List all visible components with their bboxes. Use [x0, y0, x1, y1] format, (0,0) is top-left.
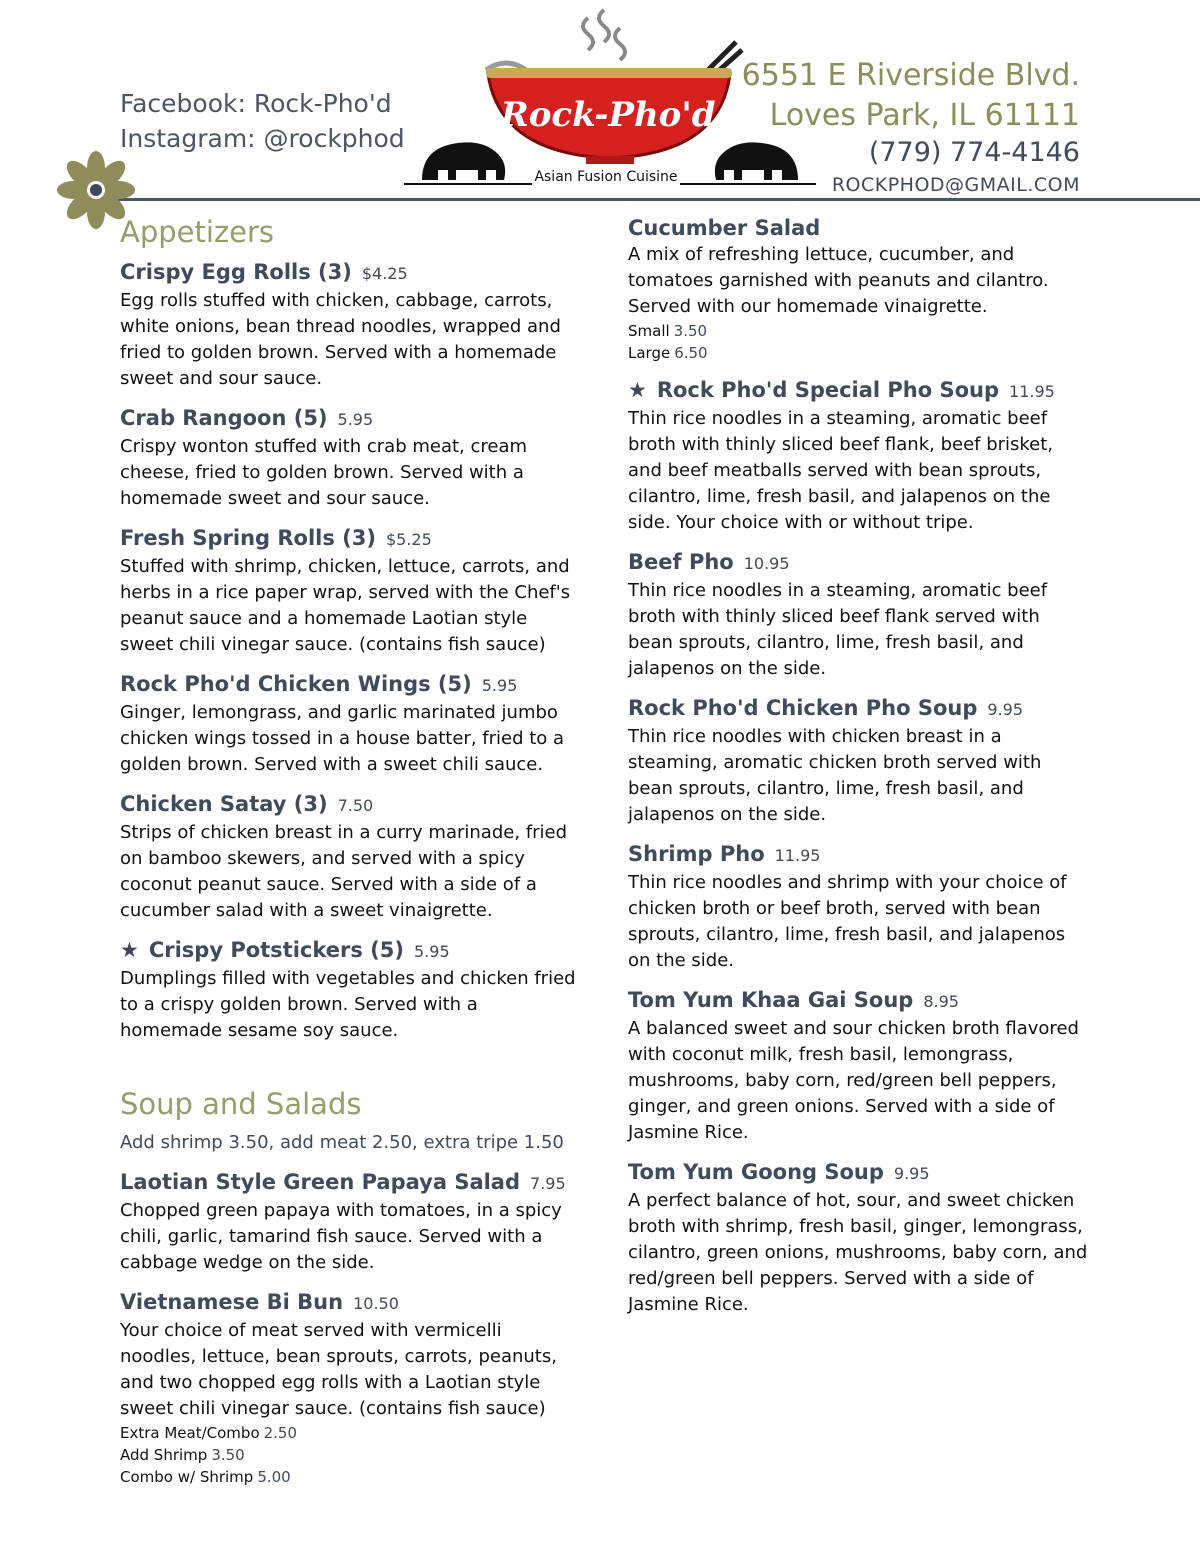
menu-item-description: A perfect balance of hot, sour, and sweet chicken broth with shrimp, fresh basil, ginger, lemongrass, cilantro, green onions, mushrooms, baby corn, and red/green bell peppers. Served with a side of Jasmine Rice.: [628, 1190, 1088, 1315]
menu-item-title: [120, 404, 580, 434]
salads-list: [120, 1168, 580, 1488]
section-title-appetizers: Appetizers: [120, 215, 275, 249]
menu-item-name: Vietnamese Bi Bun: [120, 1290, 344, 1314]
menu-item: [628, 840, 1088, 974]
menu-item-price: 5.95: [481, 676, 518, 695]
menu-item-title: [628, 214, 1088, 242]
menu-item-name: Beef Pho: [628, 550, 734, 574]
menu-item-price: 9.95: [893, 1164, 930, 1183]
menu-item-price: 10.95: [743, 554, 790, 573]
menu-item-description: Crispy wonton stuffed with crab meat, cream cheese, fried to golden brown. Served with a homemade sweet and sour sauce.: [120, 436, 528, 509]
menu-item-description: Your choice of meat served with vermicelli noodles, lettuce, bean sprouts, carrots, peanuts, and two chopped egg rolls with a Laotian style sweet chili vinegar sauce. (contains fish sauce): [120, 1320, 557, 1419]
menu-item-description: Thin rice noodles in a steaming, aromatic beef broth with thinly sliced beef flank, beef brisket, and beef meatballs served with bean sprouts, cilantro, lime, fresh basil, and jalapenos on the side. Your choice with or without tripe.: [628, 408, 1054, 533]
menu-item-price: 8.95: [923, 992, 959, 1011]
menu-item-description: Thin rice noodles with chicken breast in a steaming, aromatic chicken broth served with bean sprouts, cilantro, lime, fresh basil, and jalapenos on the side.: [628, 726, 1042, 825]
menu-item-price: 11.95: [774, 846, 821, 865]
menu-item-title: [120, 1168, 580, 1198]
right-column: [628, 214, 1088, 1330]
phone-number: (779) 774-4146: [868, 137, 1080, 168]
menu-item-name: Tom Yum Goong Soup: [628, 1160, 884, 1184]
menu-item: [120, 524, 580, 658]
menu-item: [120, 258, 580, 392]
menu-item-price: 5.95: [414, 942, 450, 961]
left-column: [120, 214, 580, 1500]
menu-item-title: [120, 670, 580, 700]
menu-item-title: [628, 376, 1088, 406]
menu-item: [628, 986, 1088, 1146]
menu-item-title: [120, 936, 580, 966]
soups-list: [628, 214, 1088, 1318]
menu-item-option: [120, 1444, 580, 1466]
menu-item-title: [628, 840, 1088, 870]
menu-item-price: $5.25: [385, 530, 432, 549]
menu-item-description: Dumplings filled with vegetables and chicken fried to a crispy golden brown. Served with a homemade sesame soy sauce.: [120, 968, 576, 1041]
menu-item: [120, 1288, 580, 1488]
menu-item-title: [120, 1288, 580, 1318]
menu-item-title: [628, 986, 1088, 1016]
section-title-soup-salads: Soup and Salads: [120, 1087, 362, 1121]
menu-item-name: Crispy Potstickers (5): [148, 938, 404, 962]
menu-item: [120, 404, 580, 512]
menu-item: [628, 1158, 1088, 1318]
menu-item-title: [120, 790, 580, 820]
menu-item-price: 7.95: [530, 1174, 566, 1193]
option-price: 3.50: [211, 1446, 245, 1464]
menu-item-description: Strips of chicken breast in a curry marinade, fried on bamboo skewers, and served with a spicy coconut peanut sauce. Served with a side of a cucumber salad with a sweet vinaigrette.: [120, 822, 567, 921]
address-line2: Loves Park, IL 61111: [769, 98, 1080, 133]
menu-item-price: 11.95: [1009, 382, 1055, 401]
menu-item-option: [628, 320, 1088, 342]
facebook-handle: Facebook: Rock-Pho'd: [120, 89, 392, 118]
star-icon: ★: [120, 938, 139, 962]
menu-item-description: Chopped green papaya with tomatoes, in a spicy chili, garlic, tamarind fish sauce. Served with a cabbage wedge on the side.: [120, 1200, 562, 1273]
menu-item-title: [628, 694, 1088, 724]
menu-item-name: Chicken Satay (3): [120, 792, 328, 816]
header-divider: [96, 198, 1200, 201]
menu-item-name: Rock Pho'd Chicken Wings (5): [120, 672, 472, 696]
menu-item: [628, 376, 1088, 536]
menu-item: [628, 214, 1088, 364]
social-links: [120, 86, 405, 156]
option-label: Combo w/ Shrimp: [120, 1468, 254, 1486]
menu-item-price: 5.95: [337, 410, 374, 429]
menu-item-description: A mix of refreshing lettuce, cucumber, and tomatoes garnished with peanuts and cilantro. Served with our homemade vinaigrette.: [628, 244, 1049, 317]
section-note: Add shrimp 3.50, add meat 2.50, extra tripe 1.50: [120, 1132, 564, 1153]
email-address: ROCKPHOD@GMAIL.COM: [831, 174, 1080, 196]
instagram-handle: Instagram: @rockphod: [120, 124, 405, 153]
menu-item-title: [628, 548, 1088, 578]
option-label: Add Shrimp: [120, 1446, 208, 1464]
menu-item: [628, 694, 1088, 828]
menu-item-description: Thin rice noodles and shrimp with your choice of chicken broth or beef broth, served with bean sprouts, cilantro, lime, fresh basil, and jalapenos on the side.: [628, 872, 1067, 971]
menu-item-price: 10.50: [353, 1294, 399, 1313]
menu-item: [120, 670, 580, 778]
menu-item-description: Egg rolls stuffed with chicken, cabbage, carrots, white onions, bean thread noodles, wrapped and fried to golden brown. Served with a homemade sweet and sour sauce.: [120, 290, 561, 389]
menu-item-description: A balanced sweet and sour chicken broth flavored with coconut milk, fresh basil, lemongrass, mushrooms, baby corn, red/green bell peppers, ginger, and green onions. Served with a side of Jasmine Rice.: [628, 1018, 1079, 1143]
option-price: 5.00: [257, 1468, 291, 1486]
logo-tagline: Asian Fusion Cuisine: [534, 169, 678, 185]
option-label: Small: [628, 322, 670, 340]
appetizers-list: [120, 258, 580, 1044]
menu-item-name: Crab Rangoon (5): [120, 406, 328, 430]
menu-item-name: Crispy Egg Rolls (3): [120, 260, 352, 284]
star-icon: ★: [628, 378, 647, 402]
menu-item-price: 7.50: [337, 796, 374, 815]
menu-item-name: Laotian Style Green Papaya Salad: [120, 1170, 521, 1194]
option-price: 3.50: [673, 322, 708, 340]
option-price: 2.50: [263, 1424, 298, 1442]
menu-item-option: [628, 342, 1088, 364]
menu-item-name: Fresh Spring Rolls (3): [120, 526, 376, 550]
contact-info: [742, 56, 1080, 200]
menu-item-name: Rock Pho'd Special Pho Soup: [656, 378, 1000, 402]
menu-item-option: [120, 1466, 580, 1488]
menu-item-title: [120, 524, 580, 554]
menu-item: [120, 790, 580, 924]
menu-item-description: Stuffed with shrimp, chicken, lettuce, carrots, and herbs in a rice paper wrap, served with the Chef's peanut sauce and a homemade Laotian style sweet chili vinegar sauce. (contains fish sauce): [120, 556, 571, 655]
menu-item-name: Tom Yum Khaa Gai Soup: [628, 988, 914, 1012]
option-label: Extra Meat/Combo: [120, 1424, 260, 1442]
logo-wordmark: Rock-Pho'd: [500, 95, 716, 135]
option-label: Large: [628, 344, 671, 362]
menu-item-title: [628, 1158, 1088, 1188]
menu-item-price: 9.95: [987, 700, 1024, 719]
menu-item-name: Shrimp Pho: [628, 842, 765, 866]
menu-item-title: [120, 258, 580, 288]
option-price: 6.50: [674, 344, 708, 362]
menu-item: [120, 1168, 580, 1276]
address-line1: 6551 E Riverside Blvd.: [741, 58, 1080, 93]
menu-item-description: Ginger, lemongrass, and garlic marinated jumbo chicken wings tossed in a house batter, fried to a golden brown. Served with a sweet chili sauce.: [120, 702, 565, 775]
menu-item-price: $4.25: [361, 264, 408, 283]
menu-item-description: Thin rice noodles in a steaming, aromatic beef broth with thinly sliced beef flank served with bean sprouts, cilantro, lime, fresh basil, and jalapenos on the side.: [628, 580, 1048, 679]
menu-item-name: Cucumber Salad: [628, 216, 821, 240]
menu-item-option: [120, 1422, 580, 1444]
menu-item-name: Rock Pho'd Chicken Pho Soup: [628, 696, 978, 720]
menu-item: [628, 548, 1088, 682]
menu-item: [120, 936, 580, 1044]
